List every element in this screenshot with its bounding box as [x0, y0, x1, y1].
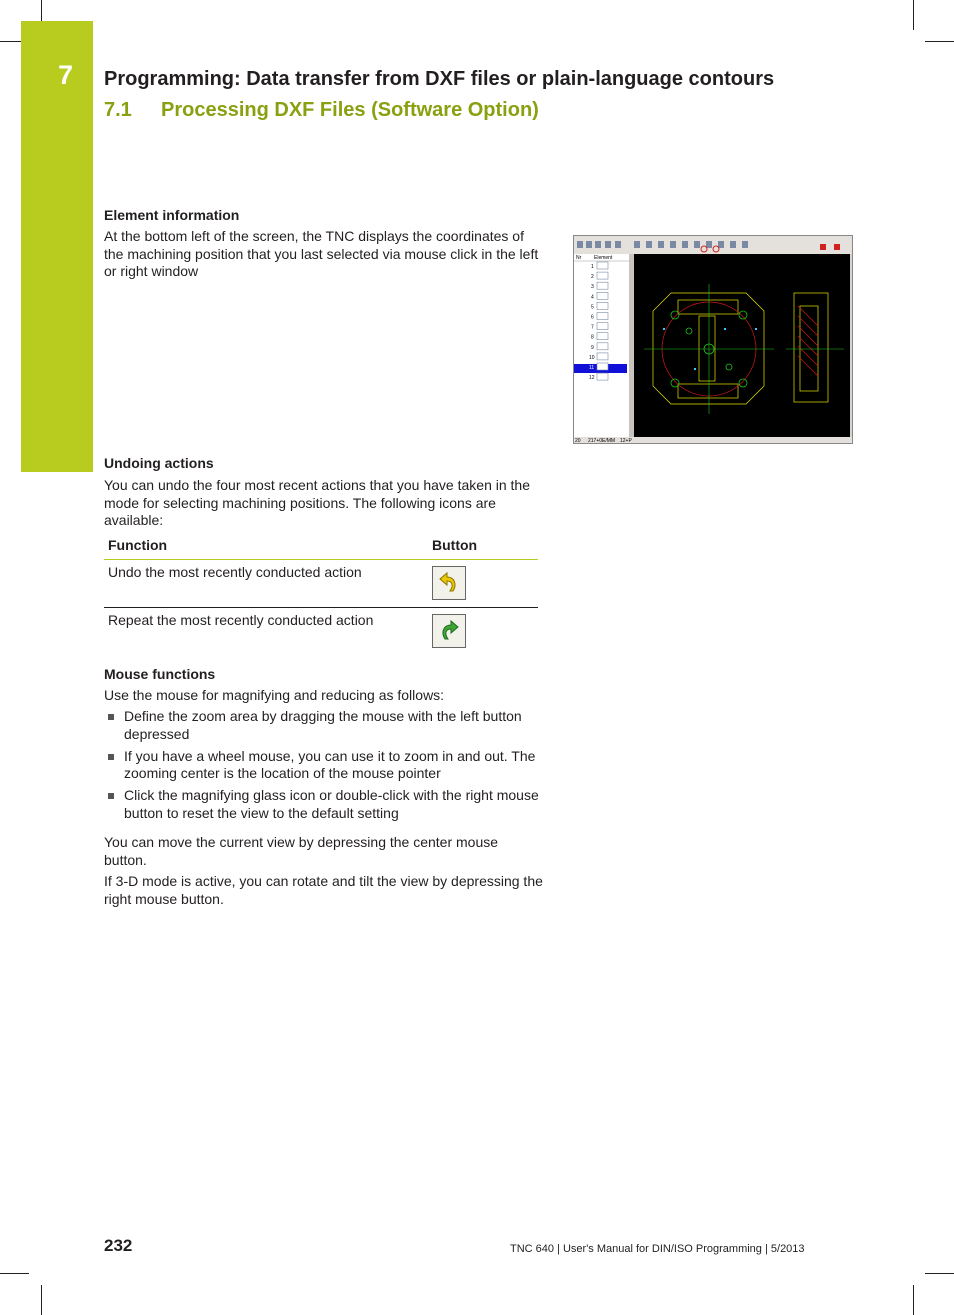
- screenshot-list-row-icon: [597, 363, 608, 370]
- crop-mark: [925, 41, 954, 42]
- table-cell-function: Undo the most recently conducted action: [108, 564, 362, 580]
- element-information-heading: Element information: [104, 207, 240, 223]
- list-item-text: Define the zoom area by dragging the mouse with the left button depressed: [124, 708, 522, 742]
- section-title-text: Processing DXF Files (Software Option): [161, 99, 539, 121]
- chapter-side-bar: [21, 21, 93, 472]
- list-item: [104, 708, 544, 743]
- screenshot-list-row: 2: [591, 274, 594, 281]
- chapter-title: Programming: Data transfer from DXF files or plain-language contours: [104, 68, 775, 90]
- screenshot-status-coords: 217+0E/MM: [588, 438, 616, 443]
- screenshot-list-row-icon: [597, 373, 608, 380]
- tnc-screen-drawing: [574, 236, 852, 443]
- bullet-square-icon: [108, 793, 114, 799]
- mouse-functions-intro: Use the mouse for magnifying and reducing as follows:: [104, 687, 445, 703]
- crop-mark: [913, 1285, 914, 1315]
- crop-mark: [0, 1273, 29, 1274]
- undoing-actions-heading: Undoing actions: [104, 455, 214, 471]
- bullet-square-icon: [108, 714, 114, 720]
- crop-mark: [0, 41, 21, 42]
- screenshot-list-row: 10: [589, 354, 595, 361]
- redo-arrow-icon: [432, 614, 466, 648]
- chapter-number: 7: [58, 60, 74, 90]
- table-header: [104, 533, 538, 560]
- screenshot-list-row-icon: [597, 292, 608, 299]
- mouse-functions-list: [104, 708, 544, 827]
- tnc-screenshot: [573, 235, 853, 444]
- screenshot-status-left: 20: [575, 438, 581, 443]
- table-header-function: Function: [108, 537, 168, 553]
- list-item-text: Click the magnifying glass icon or double-click with the right mouse button to reset the view to the default setting: [124, 787, 539, 821]
- crop-mark: [41, 1285, 42, 1315]
- footer-text: TNC 640 | User's Manual for DIN/ISO Programming | 5/2013: [510, 1243, 805, 1255]
- table-row: [104, 608, 538, 655]
- screenshot-list-row-icon: [597, 262, 608, 269]
- screenshot-list-header: Nr: [576, 255, 582, 261]
- screenshot-list-row: 5: [591, 304, 594, 311]
- crop-mark: [925, 1273, 954, 1274]
- button-table: [104, 533, 538, 655]
- undo-arrow-icon: [432, 566, 466, 600]
- list-item-text: If you have a wheel mouse, you can use it to zoom in and out. The zooming center is the location of the mouse pointer: [124, 747, 536, 781]
- screenshot-status-right: 12+P: [620, 438, 632, 443]
- screenshot-list-row: 4: [591, 294, 594, 301]
- screenshot-list-row-icon: [597, 333, 608, 340]
- crop-mark: [41, 0, 42, 21]
- screenshot-list-row-icon: [597, 302, 608, 309]
- screenshot-list-row: 9: [591, 344, 594, 351]
- list-item: [104, 748, 544, 783]
- list-item: [104, 787, 544, 822]
- screenshot-list-row-icon: [597, 282, 608, 289]
- table-row: [104, 560, 538, 608]
- section-title: [104, 99, 539, 122]
- move-view-paragraph: You can move the current view by depressing the center mouse button.: [104, 834, 499, 868]
- screenshot-list-row: 1: [591, 264, 594, 270]
- mouse-functions-heading: Mouse functions: [104, 666, 216, 682]
- screenshot-list-row: 6: [591, 314, 594, 321]
- screenshot-list-header: Element: [594, 255, 613, 261]
- screenshot-list-row-icon: [597, 343, 608, 350]
- screenshot-list-row-icon: [597, 353, 608, 360]
- bullet-square-icon: [108, 754, 114, 760]
- screenshot-list-row: 7: [591, 324, 594, 331]
- table-header-button: Button: [432, 537, 478, 553]
- screenshot-list-row-icon: [597, 313, 608, 320]
- crop-mark: [913, 0, 914, 30]
- screenshot-list-row: 8: [591, 334, 594, 341]
- screenshot-list-row: 12: [589, 375, 595, 382]
- screenshot-list-row-icon: [597, 323, 608, 330]
- screenshot-list-row-icon: [597, 272, 608, 279]
- page-number: 232: [104, 1236, 133, 1255]
- rotate-view-paragraph: If 3-D mode is active, you can rotate and tilt the view by depressing the right mouse button.: [104, 873, 543, 907]
- table-cell-function: Repeat the most recently conducted action: [108, 612, 374, 628]
- screenshot-list-row: 11: [589, 365, 595, 371]
- screenshot-list-row: 3: [591, 284, 594, 291]
- element-information-body: At the bottom left of the screen, the TNC displays the coordinates of the machining position that you last selected via mouse click in the left or right window: [104, 228, 539, 279]
- undoing-actions-body: You can undo the four most recent actions that you have taken in the mode for selecting machining positions. The following icons are available:: [104, 477, 530, 528]
- section-number: 7.1: [104, 99, 132, 121]
